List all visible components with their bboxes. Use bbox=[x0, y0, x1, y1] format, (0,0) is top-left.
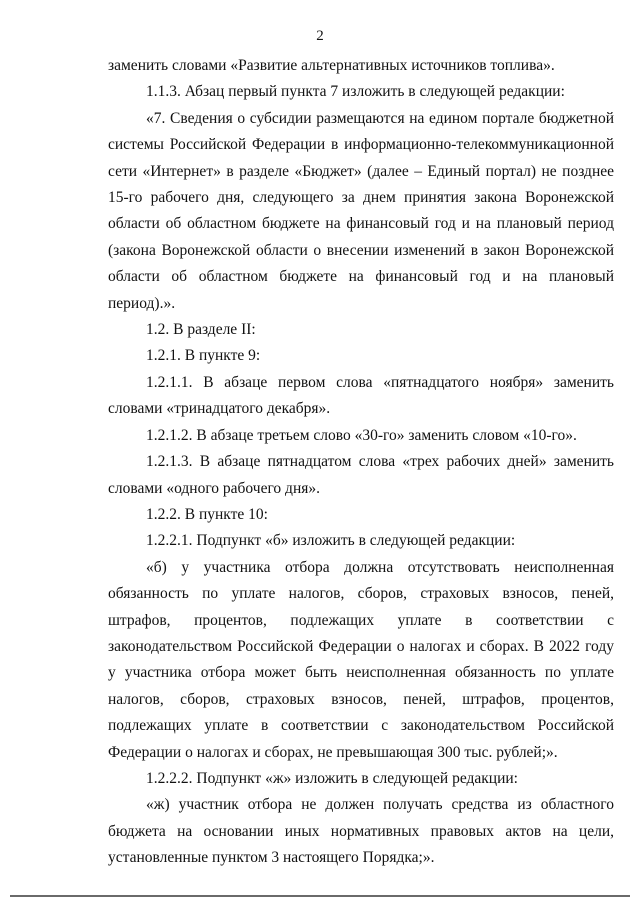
paragraph: «ж) участник отбора не должен получать средства из областного бюджета на основании иных нормативных правовых актов на цели, установленные пунктом 3 настоящего Порядка;». bbox=[108, 796, 614, 867]
document-body bbox=[108, 53, 614, 872]
paragraph: «7. Сведения о субсидии размещаются на едином портале бюджетной системы Российской Федерации в информационно-телекоммуникационной сети «Интернет» в разделе «Бюджет» (далее – Единый портал) не позднее 15-го рабочего дня, следующего за днем принятия закона Воронежской области об областном бюджете на финансовый год и на плановый период (закона Воронежской области о внесении изменений в закон Воронежской области об областном бюджете на финансовый год и на плановый период).». bbox=[108, 109, 614, 312]
paragraph: 1.2.1.3. В абзаце пятнадцатом слова «трех рабочих дней» заменить словами «одного рабочего дня». bbox=[108, 453, 614, 497]
page-number: 2 bbox=[316, 28, 324, 44]
scan-edge-line bbox=[10, 895, 630, 897]
paragraph: 1.1.3. Абзац первый пункта 7 изложить в следующей редакции: bbox=[146, 83, 565, 101]
paragraph: 1.2.2. В пункте 10: bbox=[146, 505, 268, 523]
paragraph: 1.2.2.2. Подпункт «ж» изложить в следующей редакции: bbox=[146, 769, 518, 787]
paragraph: заменить словами «Развитие альтернативных источников топлива». bbox=[108, 57, 555, 74]
paragraph: 1.2.1.2. В абзаце третьем слово «30-го» заменить словом «10-го». bbox=[146, 426, 577, 444]
paragraph: 1.2.2.1. Подпункт «б» изложить в следующей редакции: bbox=[146, 532, 516, 550]
paragraph: 1.2.1.1. В абзаце первом слова «пятнадцатого ноября» заменить словами «тринадцатого декабря». bbox=[108, 373, 614, 418]
paragraph: 1.2. В разделе II: bbox=[146, 321, 256, 339]
paragraph: «б) у участника отбора должна отсутствовать неисполненная обязанность по уплате налогов, сборов, страховых взносов, пеней, штрафов, процентов, подлежащих уплате в соответствии с законодательством Российской Федерации о налогах и сборах. В 2022 году у участника отбора может быть неисполненная обязанность по уплате налогов, сборов, страховых взносов, пеней, штрафов, процентов, подлежащих уплате в соответствии с законодательством Российской Федерации о налогах и сборах, не превышающая 300 тыс. рублей;». bbox=[108, 558, 614, 761]
paragraph: 1.2.1. В пункте 9: bbox=[146, 347, 261, 365]
